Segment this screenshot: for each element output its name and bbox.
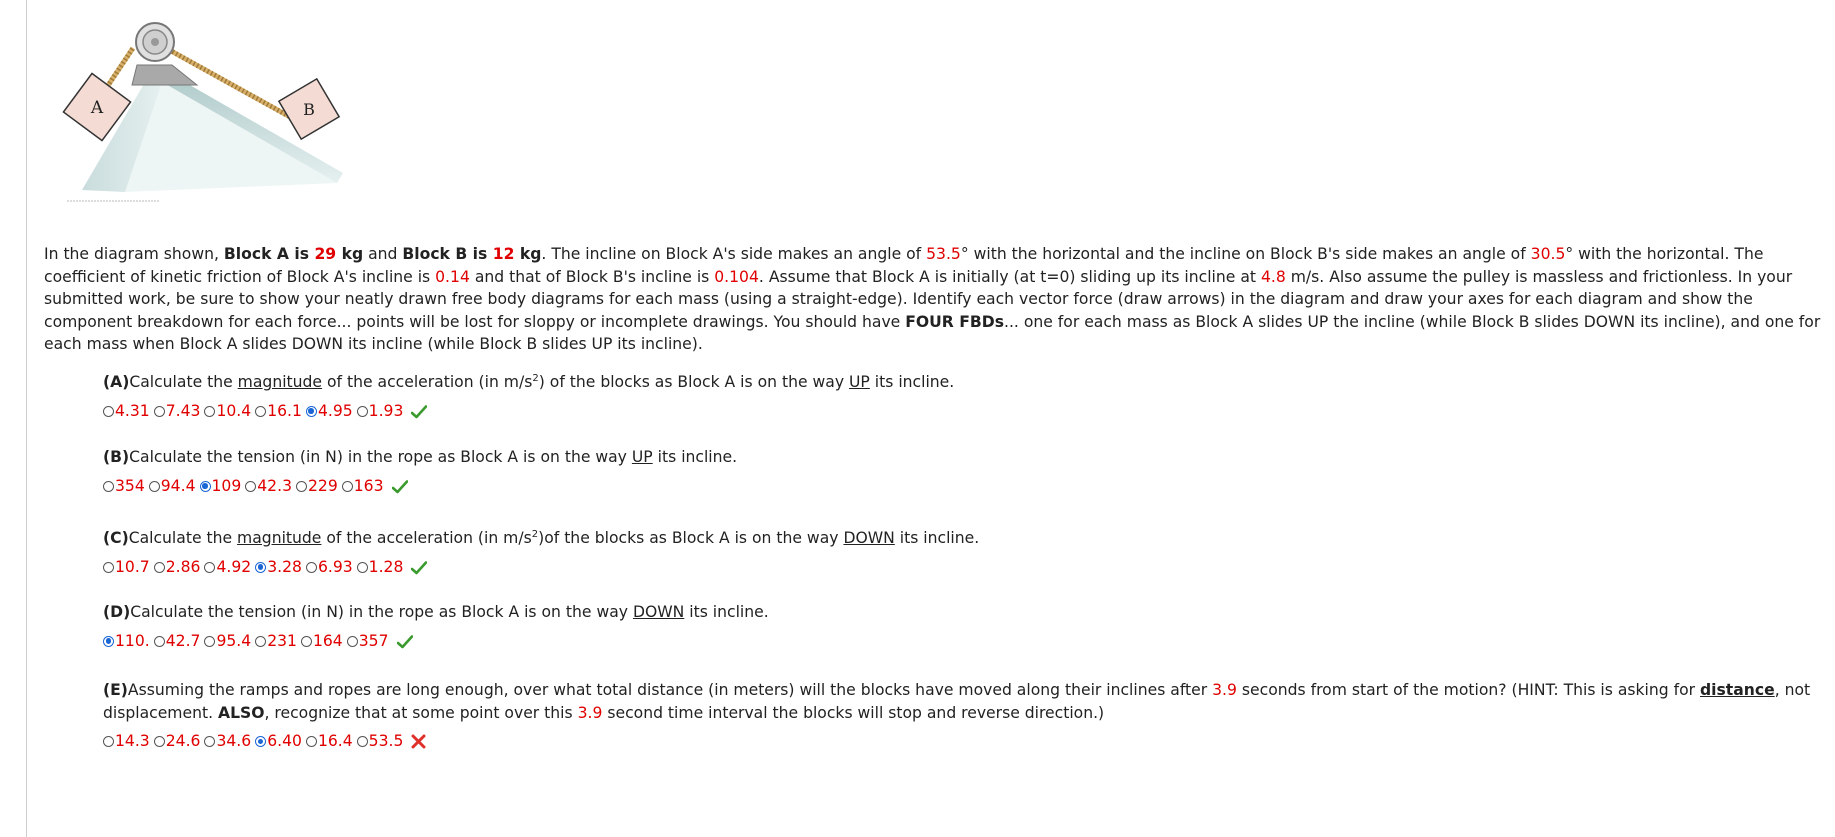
answer-value: 1.93	[368, 401, 404, 420]
answer-option[interactable]	[204, 400, 251, 423]
question-segment: of the acceleration (in m/s	[322, 373, 533, 392]
radio-button[interactable]	[245, 481, 256, 492]
answer-option[interactable]	[103, 475, 145, 498]
block-a-label: A	[90, 98, 104, 118]
answer-option[interactable]	[245, 475, 292, 498]
radio-button[interactable]	[301, 636, 312, 647]
problem-text: and	[363, 245, 403, 263]
question-segment: second time interval the blocks will stop and reverse direction.)	[602, 703, 1105, 722]
question-segment: Assuming the ramps and ropes are long enough, over what total distance (in meters) will the blocks have moved along their inclines after	[127, 681, 1213, 699]
radio-button[interactable]	[296, 481, 307, 492]
question-segment: 2	[531, 529, 539, 540]
answer-value: 354	[115, 476, 145, 495]
question-label: (C)	[103, 529, 129, 548]
question-segment: its incline.	[652, 448, 738, 466]
answer-option[interactable]	[342, 475, 384, 498]
mass-a-unit: kg	[336, 245, 364, 263]
answer-value: 10.4	[216, 401, 252, 420]
answer-value: 4.31	[115, 401, 150, 420]
question-segment: , recognize that at some point over this	[264, 703, 578, 722]
radio-button[interactable]	[255, 636, 266, 647]
block-b-label: B	[303, 100, 315, 119]
answer-option[interactable]	[357, 730, 404, 753]
answer-value: 1.28	[368, 557, 404, 576]
radio-button[interactable]	[103, 406, 114, 417]
question-segment: its incline.	[869, 373, 955, 392]
block-b-text: Block B is	[402, 245, 493, 263]
question-segment: DOWN	[843, 529, 895, 548]
answer-option[interactable]	[154, 730, 201, 753]
radio-button[interactable]	[154, 406, 165, 417]
problem-text: ... one for each mass as Block A slides UP the incline (while Block B slides DOWN its incline), and one for each mass when Block A slides DOWN its incline (while Block B slides UP its incline).	[44, 312, 1821, 353]
answer-option[interactable]	[306, 400, 353, 423]
question-segment: UP	[631, 448, 653, 466]
answer-value: 34.6	[216, 732, 252, 750]
radio-button[interactable]	[357, 562, 368, 573]
answer-option[interactable]	[200, 475, 242, 498]
answer-value: 10.7	[115, 557, 150, 576]
answer-option[interactable]	[103, 630, 150, 653]
answer-option[interactable]	[255, 630, 297, 653]
question-segment: seconds from start of the motion? (HINT: This is asking for	[1236, 681, 1701, 699]
answer-choices	[103, 475, 1823, 501]
answer-option[interactable]	[154, 400, 201, 423]
incline-pulley-diagram	[47, 20, 407, 220]
answer-value: 4.92	[216, 557, 252, 576]
answer-value: 95.4	[216, 631, 252, 650]
radio-button[interactable]	[204, 406, 215, 417]
answer-choices	[103, 400, 1823, 426]
answer-value: 53.5	[368, 732, 404, 750]
check-icon	[411, 403, 427, 426]
answer-option[interactable]	[103, 400, 150, 423]
answer-option[interactable]	[306, 556, 353, 579]
answer-value: 14.3	[115, 732, 150, 750]
answer-value: 163	[353, 476, 384, 495]
question-segment: its incline.	[894, 529, 980, 548]
radio-button[interactable]	[103, 481, 114, 492]
answer-option[interactable]	[255, 730, 302, 753]
radio-button[interactable]	[357, 736, 368, 747]
answer-option[interactable]	[103, 730, 150, 753]
answer-value: 24.6	[165, 732, 201, 750]
pulley-bracket	[132, 65, 197, 85]
problem-text: and that of Block B's incline is	[469, 267, 715, 286]
answer-choices	[103, 730, 1823, 756]
angle-a-value: 53.5	[926, 245, 961, 263]
problem-text: In the diagram shown,	[44, 245, 224, 263]
answer-option[interactable]	[357, 556, 404, 579]
friction-a-value: 0.14	[435, 267, 470, 286]
answer-option[interactable]	[154, 556, 201, 579]
question-segment: of the acceleration (in m/s	[321, 529, 532, 548]
question-label: (E)	[103, 681, 128, 699]
answer-value: 94.4	[160, 476, 196, 495]
radio-button[interactable]	[255, 736, 266, 747]
answer-value: 357	[358, 631, 389, 650]
problem-text: m/s. Also assume the pulley is massless and frictionless. In your submitted work, be sure to show your neatly drawn free body diagrams for each mass (using a straight-edge). Identify each vector force (draw arrows) in the diagram and draw your axes for each diagram and show the component breakdown for each force... points will be lost for sloppy or incomplete drawings. You should have	[44, 267, 1793, 331]
question-text	[103, 679, 1823, 724]
answer-option[interactable]	[347, 630, 389, 653]
radio-button[interactable]	[154, 562, 165, 573]
answer-option[interactable]	[306, 730, 353, 753]
radio-button[interactable]	[255, 562, 266, 573]
question-text	[103, 524, 1823, 550]
answer-value: 229	[308, 476, 338, 495]
radio-button[interactable]	[347, 636, 358, 647]
radio-button[interactable]	[204, 562, 215, 573]
question-segment: Calculate the tension (in N) in the rope as Block A is on the way	[129, 448, 632, 466]
answer-value: 231	[267, 631, 297, 650]
radio-button[interactable]	[200, 481, 211, 492]
answer-choices	[103, 630, 1823, 656]
initial-speed-value: 4.8	[1260, 267, 1286, 286]
radio-button[interactable]	[306, 562, 317, 573]
question-text	[103, 601, 1823, 624]
question-segment: )of the blocks as Block A is on the way	[538, 529, 844, 548]
question-text	[103, 446, 1823, 469]
answer-value: 7.43	[165, 401, 201, 420]
radio-button[interactable]	[103, 636, 114, 647]
mass-b-unit: kg	[514, 245, 542, 263]
answer-option[interactable]	[103, 556, 150, 579]
angle-b-value: 30.5	[1530, 245, 1566, 263]
question-segment: Calculate the	[128, 529, 238, 548]
radio-button[interactable]	[204, 736, 215, 747]
question-segment: ALSO	[218, 703, 265, 722]
block-a-text: Block A is	[223, 245, 315, 263]
radio-button[interactable]	[154, 736, 165, 747]
question-segment: UP	[849, 373, 870, 392]
four-fbds-text: FOUR FBDs	[905, 312, 1004, 331]
question-segment: Calculate the	[129, 373, 238, 392]
question-text	[103, 368, 1823, 394]
answer-value: 16.4	[317, 732, 353, 750]
radio-button[interactable]	[154, 636, 165, 647]
page-content	[26, 0, 1831, 837]
answer-option[interactable]	[255, 556, 302, 579]
question-part	[103, 601, 1823, 655]
radio-button[interactable]	[149, 481, 160, 492]
problem-text: ° with the horizontal and the incline on Block B's side makes an angle of	[960, 245, 1531, 263]
problem-text: . The incline on Block A's side makes an angle of	[541, 245, 927, 263]
answer-option[interactable]	[204, 730, 251, 753]
answer-value: 42.3	[257, 476, 292, 495]
question-segment: 3.9	[577, 703, 603, 722]
answer-choices	[103, 556, 1823, 582]
check-icon	[392, 478, 408, 501]
answer-value: 42.7	[165, 631, 201, 650]
question-part	[103, 524, 1823, 581]
question-segment: DOWN	[632, 603, 685, 621]
problem-text: . Assume that Block A is initially (at t=0) sliding up its incline at	[758, 267, 1261, 286]
radio-button[interactable]	[357, 406, 368, 417]
friction-b-value: 0.104	[714, 267, 759, 286]
answer-option[interactable]	[296, 475, 338, 498]
question-label: (D)	[103, 603, 131, 621]
radio-button[interactable]	[204, 636, 215, 647]
mass-b-value: 12	[492, 245, 515, 263]
answer-option[interactable]	[255, 400, 302, 423]
radio-button[interactable]	[306, 406, 317, 417]
question-segment: its incline.	[684, 603, 769, 621]
question-segment: magnitude	[237, 529, 322, 548]
answer-option[interactable]	[154, 630, 201, 653]
question-part	[103, 446, 1823, 500]
answer-value: 109	[211, 476, 242, 495]
mass-a-value: 29	[314, 245, 337, 263]
question-segment: distance	[1700, 681, 1775, 699]
answer-option[interactable]	[204, 630, 251, 653]
answer-value: 164	[312, 631, 343, 650]
question-segment: ) of the blocks as Block A is on the way	[538, 373, 850, 392]
answer-option[interactable]	[301, 630, 343, 653]
radio-button[interactable]	[255, 406, 266, 417]
question-label: (A)	[103, 373, 130, 392]
check-icon	[397, 633, 413, 656]
cross-icon	[411, 733, 426, 756]
radio-button[interactable]	[103, 562, 114, 573]
answer-value: 2.86	[165, 557, 201, 576]
answer-value: 6.40	[267, 732, 302, 750]
question-segment: magnitude	[237, 373, 323, 392]
answer-option[interactable]	[357, 400, 404, 423]
answer-value: 6.93	[317, 557, 353, 576]
answer-value: 3.28	[267, 557, 302, 576]
answer-value: 16.1	[267, 401, 302, 420]
question-segment: , not displacement.	[103, 681, 1811, 722]
answer-option[interactable]	[204, 556, 251, 579]
answer-option[interactable]	[149, 475, 196, 498]
problem-statement	[44, 243, 1834, 356]
question-label: (B)	[103, 448, 130, 466]
question-segment: 3.9	[1212, 681, 1237, 699]
question-segment: Calculate the tension (in N) in the rope as Block A is on the way	[130, 603, 633, 621]
question-part	[103, 368, 1823, 425]
answer-value: 4.95	[317, 401, 353, 420]
radio-button[interactable]	[342, 481, 353, 492]
question-part	[103, 679, 1823, 756]
radio-button[interactable]	[306, 736, 317, 747]
radio-button[interactable]	[103, 736, 114, 747]
check-icon	[411, 559, 427, 582]
problem-text: ° with the horizontal. The coefficient of kinetic friction of Block A's incline is	[44, 245, 1764, 286]
answer-value: 110.	[115, 631, 150, 650]
question-segment: 2	[532, 373, 539, 384]
